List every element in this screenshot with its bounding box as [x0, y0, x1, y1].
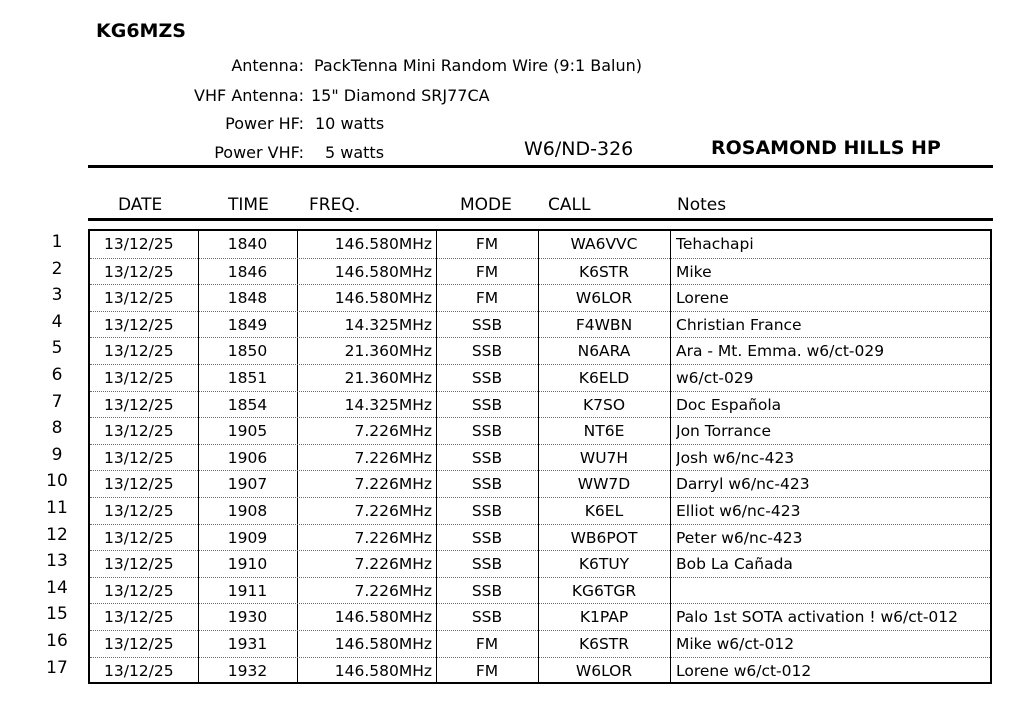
row-number: 11 [46, 498, 68, 518]
row-number: 1 [51, 232, 63, 252]
cell-freq: 146.580MHz [334, 262, 432, 281]
cell-call: W6LOR [575, 661, 633, 680]
cell-freq: 7.226MHz [354, 475, 432, 494]
cell-notes: Mike [676, 262, 712, 281]
operator-callsign: KG6MZS [96, 20, 186, 42]
cell-freq: 7.226MHz [354, 555, 432, 574]
cell-notes: Tehachapi [676, 235, 754, 253]
power-vhf-value: 5 watts [325, 143, 385, 162]
table-row [90, 311, 990, 338]
cell-time: 1930 [227, 608, 268, 627]
cell-freq: 7.226MHz [354, 448, 432, 467]
cell-freq: 21.360MHz [344, 369, 432, 387]
cell-call: N6ARA [577, 342, 631, 361]
cell-mode: SSB [471, 342, 503, 361]
table-row [90, 337, 990, 364]
column-header-divider [88, 218, 993, 221]
table-row [90, 630, 990, 657]
cell-time: 1840 [227, 235, 268, 253]
cell-time: 1849 [227, 315, 268, 334]
cell-call: K6TUY [578, 555, 630, 574]
cell-mode: SSB [471, 608, 503, 627]
cell-date: 13/12/25 [104, 661, 174, 680]
column-header-notes: Notes [677, 195, 727, 215]
cell-call: K1PAP [579, 608, 629, 627]
cell-date: 13/12/25 [104, 262, 174, 281]
cell-call: KG6TGR [571, 581, 637, 600]
cell-freq: 7.226MHz [354, 528, 432, 547]
row-number: 6 [51, 365, 63, 385]
cell-call: F4WBN [575, 315, 633, 334]
cell-notes: Bob La Cañada [676, 555, 793, 574]
cell-date: 13/12/25 [104, 555, 174, 574]
column-header-date: DATE [118, 195, 163, 215]
cell-call: K6STR [578, 635, 630, 653]
cell-call: WU7H [579, 448, 629, 467]
cell-call: WB6POT [570, 528, 638, 547]
cell-notes: w6/ct-029 [676, 369, 754, 387]
vhf-antenna-label: VHF Antenna: [194, 86, 304, 105]
cell-mode: FM [475, 289, 499, 308]
cell-mode: FM [475, 661, 499, 680]
cell-date: 13/12/25 [104, 502, 174, 520]
vhf-antenna-value: 15" Diamond SRJ77CA [311, 86, 490, 105]
cell-mode: SSB [471, 395, 503, 414]
cell-freq: 146.580MHz [334, 289, 432, 308]
cell-notes: Doc Española [676, 395, 782, 414]
table-row [90, 550, 990, 577]
cell-date: 13/12/25 [104, 528, 174, 547]
cell-notes: Elliot w6/nc-423 [676, 502, 801, 520]
table-row [90, 391, 990, 418]
cell-notes: Darryl w6/nc-423 [676, 475, 810, 494]
cell-freq: 146.580MHz [334, 235, 432, 253]
cell-time: 1848 [227, 289, 268, 308]
cell-mode: FM [475, 235, 499, 253]
cell-mode: SSB [471, 315, 503, 334]
cell-mode: FM [475, 262, 499, 281]
cell-date: 13/12/25 [104, 635, 174, 653]
row-number: 3 [51, 285, 63, 306]
cell-freq: 21.360MHz [344, 342, 432, 361]
antenna-label: Antenna: [231, 56, 304, 75]
table-row [90, 417, 990, 444]
cell-time: 1909 [227, 528, 268, 547]
header-divider [88, 165, 993, 168]
cell-time: 1851 [227, 369, 268, 387]
table-row [90, 231, 990, 258]
column-header-call: CALL [548, 195, 591, 215]
row-number: 2 [51, 258, 63, 279]
cell-date: 13/12/25 [104, 422, 174, 441]
row-number: 12 [46, 524, 68, 545]
cell-date: 13/12/25 [104, 369, 174, 387]
cell-mode: SSB [471, 502, 503, 520]
row-number: 14 [46, 577, 68, 598]
cell-freq: 7.226MHz [354, 581, 432, 600]
cell-mode: SSB [471, 555, 503, 574]
cell-notes: Peter w6/nc-423 [676, 528, 803, 547]
table-row [90, 603, 990, 630]
power-vhf-label: Power VHF: [214, 143, 304, 162]
cell-notes: Josh w6/nc-423 [676, 448, 795, 467]
row-number: 4 [51, 311, 63, 332]
cell-notes: Christian France [676, 315, 802, 334]
row-number: 7 [51, 391, 63, 412]
cell-date: 13/12/25 [104, 448, 174, 467]
table-row [90, 497, 990, 524]
cell-mode: SSB [471, 422, 503, 441]
cell-date: 13/12/25 [104, 315, 174, 334]
cell-freq: 7.226MHz [354, 502, 432, 520]
qso-log-table [88, 229, 992, 684]
cell-date: 13/12/25 [104, 608, 174, 627]
cell-time: 1846 [227, 262, 268, 281]
antenna-value: PackTenna Mini Random Wire (9:1 Balun) [314, 56, 643, 75]
cell-mode: SSB [471, 448, 503, 467]
cell-time: 1911 [227, 581, 268, 600]
cell-notes [676, 578, 988, 604]
cell-freq: 14.325MHz [344, 315, 432, 334]
cell-time: 1931 [227, 635, 268, 653]
cell-notes: Lorene w6/ct-012 [676, 661, 812, 680]
cell-time: 1854 [227, 395, 268, 414]
cell-call: NT6E [583, 422, 625, 441]
table-row [90, 444, 990, 471]
power-hf-row [0, 114, 1024, 136]
cell-time: 1907 [227, 475, 268, 494]
cell-mode: SSB [471, 581, 503, 600]
cell-call: W6LOR [575, 289, 633, 308]
cell-notes: Palo 1st SOTA activation ! w6/ct-012 [676, 608, 959, 627]
cell-notes: Mike w6/ct-012 [676, 635, 795, 653]
row-number: 5 [51, 338, 63, 359]
cell-date: 13/12/25 [104, 475, 174, 494]
cell-mode: FM [475, 635, 499, 653]
table-row [90, 657, 990, 684]
cell-freq: 146.580MHz [334, 608, 432, 627]
table-row [90, 258, 990, 285]
row-number: 16 [46, 631, 68, 651]
column-header-freq: FREQ. [309, 195, 361, 215]
cell-date: 13/12/25 [104, 581, 174, 600]
column-header-mode: MODE [460, 195, 512, 215]
cell-date: 13/12/25 [104, 235, 174, 253]
row-number: 13 [46, 551, 68, 572]
cell-freq: 7.226MHz [354, 422, 432, 441]
table-row [90, 284, 990, 311]
cell-time: 1906 [227, 448, 268, 467]
vhf-antenna-row [0, 86, 1024, 108]
table-row [90, 524, 990, 551]
row-number: 10 [46, 471, 68, 492]
cell-mode: SSB [471, 475, 503, 494]
cell-freq: 146.580MHz [334, 661, 432, 680]
cell-time: 1908 [227, 502, 268, 520]
summit-name: ROSAMOND HILLS HP [711, 137, 941, 159]
column-header-time: TIME [228, 195, 269, 215]
cell-time: 1850 [227, 342, 268, 361]
row-number: 15 [46, 604, 68, 625]
cell-notes: Lorene [676, 289, 729, 308]
table-row [90, 364, 990, 391]
cell-call: K7SO [582, 395, 626, 414]
cell-call: K6STR [578, 262, 630, 281]
cell-call: WA6VVC [570, 235, 638, 253]
cell-call: K6ELD [578, 369, 630, 387]
cell-freq: 146.580MHz [334, 635, 432, 653]
cell-mode: SSB [471, 369, 503, 387]
power-hf-label: Power HF: [225, 114, 304, 133]
cell-date: 13/12/25 [104, 289, 174, 308]
table-row [90, 577, 990, 604]
antenna-row [0, 56, 1024, 78]
cell-time: 1932 [227, 661, 268, 680]
cell-call: K6EL [584, 502, 624, 520]
table-row [90, 470, 990, 497]
row-number: 8 [51, 418, 63, 439]
row-number: 9 [51, 444, 63, 465]
cell-freq: 14.325MHz [344, 395, 432, 414]
cell-time: 1905 [227, 422, 268, 441]
cell-date: 13/12/25 [104, 395, 174, 414]
row-number: 17 [46, 657, 68, 678]
cell-notes: Jon Torrance [676, 422, 771, 441]
cell-call: WW7D [577, 475, 631, 494]
cell-mode: SSB [471, 528, 503, 547]
cell-notes: Ara - Mt. Emma. w6/ct-029 [676, 342, 885, 361]
power-hf-value: 10 watts [315, 114, 385, 133]
cell-time: 1910 [227, 555, 268, 574]
cell-date: 13/12/25 [104, 342, 174, 361]
summit-reference: W6/ND-326 [524, 138, 634, 160]
